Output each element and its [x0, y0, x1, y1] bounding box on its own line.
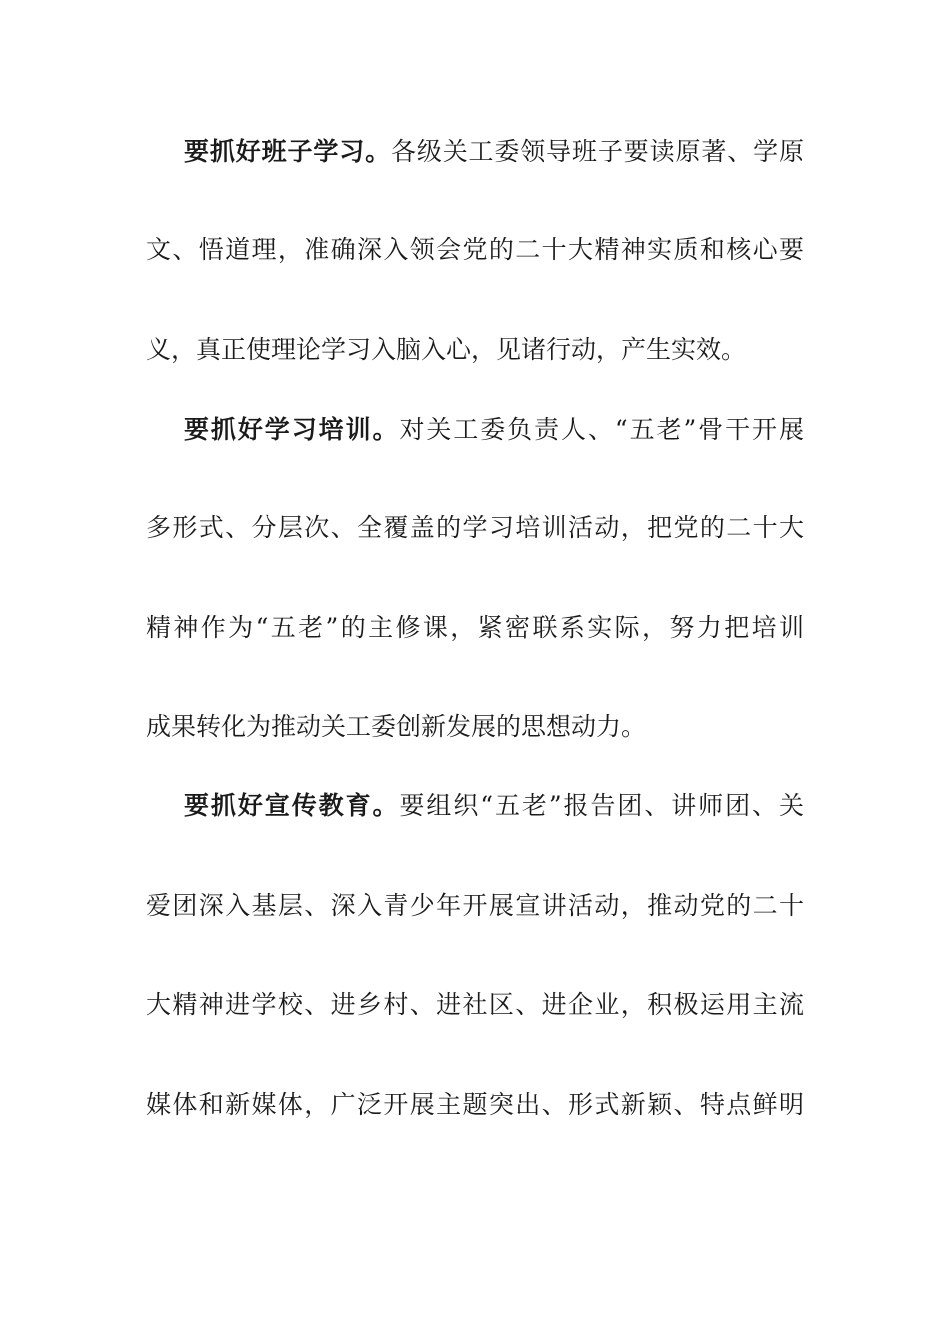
paragraph-2-line-2: 多形式、分层次、全覆盖的学习培训活动，把党的二十大 — [146, 513, 804, 542]
paragraph-2-line-1 — [184, 410, 804, 450]
paragraph-1-line-2: 文、悟道理，准确深入领会党的二十大精神实质和核心要 — [146, 235, 804, 264]
paragraph-3-lead: 要抓好宣传教育。 — [184, 791, 400, 820]
paragraph-3-text: 要组织“五老”报告团、讲师团、关 — [399, 791, 804, 820]
paragraph-1-line-1 — [184, 132, 804, 172]
paragraph-3-line-1 — [184, 786, 804, 826]
paragraph-2-text: 对关工委负责人、“五老”骨干开展 — [399, 415, 804, 444]
paragraph-2-line-4: 成果转化为推动关工委创新发展的思想动力。 — [146, 712, 647, 741]
paragraph-2-line-3: 精神作为“五老”的主修课，紧密联系实际，努力把培训 — [146, 613, 804, 642]
paragraph-2-lead: 要抓好学习培训。 — [184, 415, 400, 444]
paragraph-1-text: 各级关工委领导班子要读原著、学原 — [390, 137, 804, 166]
paragraph-3-line-2: 爱团深入基层、深入青少年开展宣讲活动，推动党的二十 — [146, 891, 804, 920]
paragraph-3-line-4: 媒体和新媒体，广泛开展主题突出、形式新颖、特点鲜明 — [146, 1090, 804, 1119]
paragraph-3-line-3: 大精神进学校、进乡村、进社区、进企业，积极运用主流 — [146, 990, 804, 1019]
paragraph-1-lead: 要抓好班子学习。 — [184, 137, 391, 166]
paragraph-1-line-3: 义，真正使理论学习入脑入心，见诸行动，产生实效。 — [146, 335, 747, 364]
